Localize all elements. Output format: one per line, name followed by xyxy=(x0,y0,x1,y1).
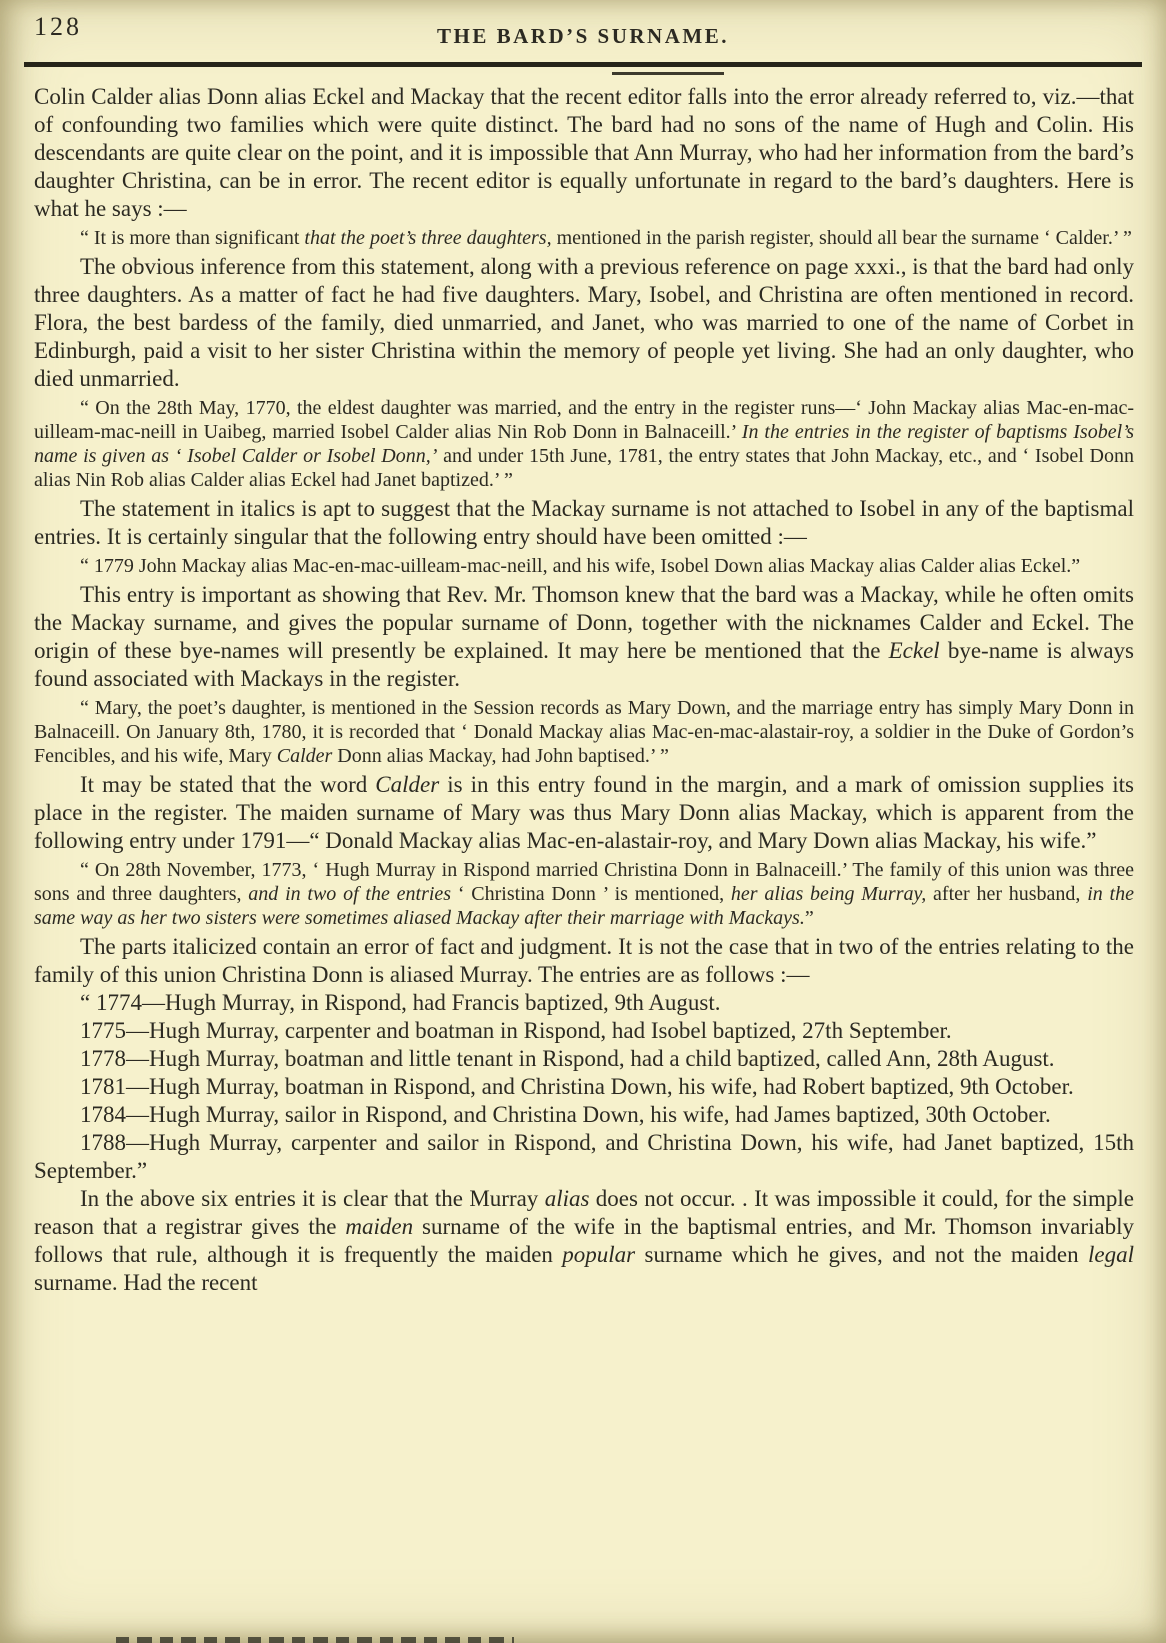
text-run: It may be stated that the word xyxy=(80,772,376,797)
quote-paragraph xyxy=(34,696,1134,768)
text-run: surname of the wife in the baptismal entries, and Mr. Thomson invariably follows that rule, although it is frequently the maiden xyxy=(34,1214,1135,1267)
text-run: “ It is more than significant xyxy=(80,227,305,249)
text-run: “ 1774—Hugh Murray, in Rispond, had Francis baptized, 9th August. xyxy=(80,990,721,1015)
text-run: Colin Calder alias Donn alias Eckel and Mackay that the recent editor falls into the error already referred to, viz.—that of confounding two families which were quite distinct. The bard had no sons of the name of Hugh and Colin. His descendants are quite clear on the point, and it is impossible that Ann Murray, who had her information from the bard’s daughter Christina, can be in error. The recent editor is equally unfortunate in regard to the bard’s daughters. Here is what he says :— xyxy=(34,84,1134,221)
text-run: 1778—Hugh Murray, boatman and little tenant in Rispond, had a child baptized, called Ann, 28th August. xyxy=(80,1046,1055,1071)
body-paragraph xyxy=(34,253,1134,393)
header-rule-fragment xyxy=(612,72,724,75)
text-run: and under 15th June, 1781, the entry states that John Mackay, etc., and ‘ Isobel Donn alias Nin Rob alias Calder alias Eckel had Janet baptized.’ ” xyxy=(34,445,1134,491)
quote-paragraph xyxy=(34,554,1134,578)
text-run: does not occur. . It was impossible it could, for the simple reason that a registrar gives the xyxy=(34,1186,1134,1239)
text-run: surname which he gives, and not the maiden xyxy=(635,1242,1089,1267)
text-run: surname. Had the recent xyxy=(34,1270,258,1295)
body-paragraph xyxy=(34,495,1134,551)
body-paragraph xyxy=(34,933,1134,989)
text-run: In the above six entries it is clear that the Murray xyxy=(80,1186,545,1211)
text-run: 1781—Hugh Murray, boatman in Rispond, and Christina Down, his wife, had Robert baptized, 9th October. xyxy=(80,1074,1074,1099)
body-paragraph xyxy=(34,1185,1134,1297)
italic-text-run: legal xyxy=(1088,1242,1135,1267)
body-paragraph xyxy=(34,771,1134,855)
entry-paragraph xyxy=(34,989,1134,1017)
body-paragraph xyxy=(34,581,1134,693)
text-run: 1784—Hugh Murray, sailor in Rispond, and Christina Down, his wife, had James baptized, 30th October. xyxy=(80,1102,1051,1127)
page-body xyxy=(0,67,1166,1297)
text-run: “ 1779 John Mackay alias Mac-en-mac-uilleam-mac-neill, and his wife, Isobel Down alias Mackay alias Calder alias Eckel.” xyxy=(80,555,1081,577)
text-run: 1788—Hugh Murray, carpenter and sailor in Rispond, and Christina Down, his wife, had Janet baptized, 15th September.” xyxy=(34,1130,1134,1183)
italic-text-run: Calder xyxy=(276,745,333,767)
cut-off-line-artifact xyxy=(116,1637,514,1643)
text-run: ‘ Christina Donn ’ is mentioned, xyxy=(451,883,731,905)
italic-text-run: and in two of the entries xyxy=(248,883,452,905)
text-run: bye-name is always found associated with Mackays in the register. xyxy=(34,638,1135,691)
page-header xyxy=(0,0,1166,54)
italic-text-run: maiden xyxy=(345,1214,414,1239)
text-run: “ Mary, the poet’s daughter, is mentioned in the Session records as Mary Down, and the marriage entry has simply Mary Donn in Balnaceill. On January 8th, 1780, it is recorded that ‘ Donald Mackay alias Mac-en-mac-alastair-roy, a soldier in the Duke of Gordon’s Fencibles, and his wife, Mary xyxy=(34,697,1134,767)
entry-paragraph xyxy=(34,1129,1134,1185)
text-run: The parts italicized contain an error of fact and judgment. It is not the case that in two of the entries relating to the family of this union Christina Donn is aliased Murray. The entries are as follows :— xyxy=(34,934,1134,987)
italic-text-run: that the poet’s three daughters, xyxy=(304,227,552,249)
quote-paragraph xyxy=(34,396,1134,492)
italic-text-run: popular xyxy=(562,1242,636,1267)
text-run: The obvious inference from this statement, along with a previous reference on page xxxi., is that the bard had only three daughters. As a matter of fact he had five daughters. Mary, Isobel, and Christina are often mentioned in record. Flora, the best bardess of the family, died unmarried, and Janet, who was married to one of the name of Corbet in Edinburgh, paid a visit to her sister Christina within the memory of people yet living. She had an only daughter, who died unmarried. xyxy=(34,254,1134,391)
italic-text-run: alias xyxy=(544,1186,590,1211)
text-run: 1775—Hugh Murray, carpenter and boatman in Rispond, had Isobel baptized, 27th September. xyxy=(80,1018,952,1043)
italic-text-run: in the same way as her two sisters were sometimes aliased Mackay after their marriage with Mackays. xyxy=(34,883,1134,929)
italic-text-run: Eckel xyxy=(888,638,940,663)
text-run: after her husband, xyxy=(926,883,1088,905)
body-paragraph xyxy=(34,83,1134,223)
text-run: mentioned in the parish register, should all bear the surname ‘ Calder.’ ” xyxy=(551,227,1132,249)
entry-paragraph xyxy=(34,1017,1134,1045)
text-run: The statement in italics is apt to suggest that the Mackay surname is not attached to Isobel in any of the baptismal entries. It is certainly singular that the following entry should have been omitted :— xyxy=(34,496,1134,549)
italic-text-run: her alias being Murray, xyxy=(730,883,927,905)
text-run: “ On the 28th May, 1770, the eldest daughter was married, and the entry in the register runs—‘ John Mackay alias Mac-en-mac-uilleam-mac-neill in Uaibeg, married Isobel Calder alias Nin Rob Donn in Balnaceill.’ xyxy=(34,397,1134,443)
text-run: “ On 28th November, 1773, ‘ Hugh Murray in Rispond married Christina Donn in Balnaceill.’ The family of this union was three sons and three daughters, xyxy=(34,859,1134,905)
text-run: ” xyxy=(804,907,814,929)
italic-text-run: In the entries in the register of baptisms Isobel’s name is given as ‘ Isobel Calder or Isobel Donn,’ xyxy=(34,421,1134,467)
text-run: is in this entry found in the margin, and a mark of omission supplies its place in the register. The maiden surname of Mary was thus Mary Donn alias Mackay, which is apparent from the following entry under 1791—“ Donald Mackay alias Mac-en-alastair-roy, and Mary Down alias Mackay, his wife.” xyxy=(34,772,1134,853)
quote-paragraph xyxy=(34,858,1134,930)
quote-paragraph xyxy=(34,226,1134,250)
italic-text-run: Calder xyxy=(375,772,440,797)
entry-paragraph xyxy=(34,1073,1134,1101)
entry-paragraph xyxy=(34,1045,1134,1073)
entry-paragraph xyxy=(34,1101,1134,1129)
text-run: This entry is important as showing that Rev. Mr. Thomson knew that the bard was a Mackay, while he often omits the Mackay surname, and gives the popular surname of Donn, together with the nicknames Calder and Eckel. The origin of these bye-names will presently be explained. It may here be mentioned that the xyxy=(34,582,1134,663)
page-number: 128 xyxy=(34,12,82,41)
text-run: Donn alias Mackay, had John baptised.’ ” xyxy=(332,745,669,767)
page-title: THE BARD’S SURNAME. xyxy=(437,24,729,48)
